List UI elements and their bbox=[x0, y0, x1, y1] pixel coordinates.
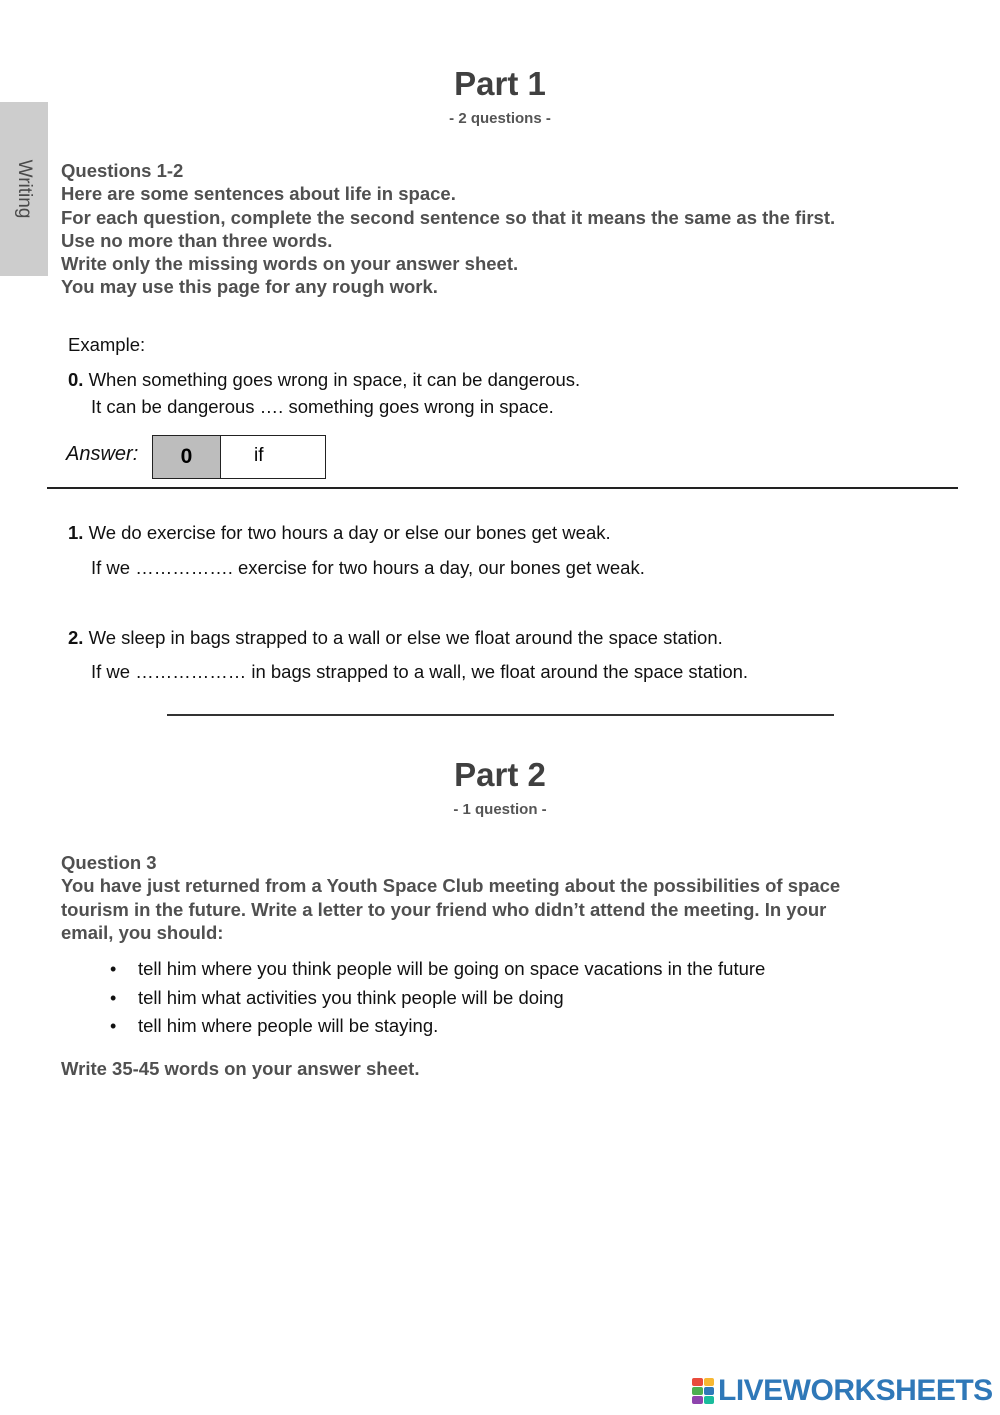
example-rewrite: It can be dangerous …. something goes wrong in space. bbox=[91, 396, 554, 417]
question-1-text: We do exercise for two hours a day or else our bones get weak. bbox=[88, 522, 611, 543]
bullet-item: • tell him where people will be staying. bbox=[110, 1014, 765, 1043]
part2-title: Part 2 bbox=[454, 756, 546, 793]
logo-tile bbox=[704, 1396, 715, 1404]
instruction-line: You may use this page for any rough work. bbox=[61, 276, 438, 298]
part2-subtitle: - 1 question - bbox=[453, 801, 547, 818]
word-limit-note: Write 35-45 words on your answer sheet. bbox=[61, 1058, 420, 1079]
example-number: 0. bbox=[68, 369, 84, 390]
question-1-sentence bbox=[68, 522, 611, 544]
writing-side-tab-label: Writing bbox=[14, 159, 35, 219]
logo-tile bbox=[704, 1378, 715, 1386]
logo-tile bbox=[692, 1378, 703, 1386]
instruction-line: Use no more than three words. bbox=[61, 229, 333, 251]
answer-word: if bbox=[254, 445, 264, 466]
divider-full bbox=[47, 487, 958, 489]
part1-subtitle: - 2 questions - bbox=[449, 110, 551, 127]
logo-tile bbox=[704, 1387, 715, 1395]
logo-tile bbox=[692, 1396, 703, 1404]
divider-center bbox=[167, 714, 834, 716]
liveworksheets-logo-icon bbox=[692, 1378, 714, 1404]
question-3-prompt-line: email, you should: bbox=[61, 921, 224, 943]
instruction-line: Questions 1-2 bbox=[61, 160, 184, 181]
bullet-item: • tell him what activities you think people will be doing bbox=[110, 986, 765, 1015]
instruction-line: For each question, complete the second sentence so that it means the same as the first. bbox=[61, 206, 836, 228]
question-1-rewrite: If we ……………. exercise for two hours a day, our bones get weak. bbox=[91, 557, 645, 578]
answer-word-box bbox=[220, 435, 326, 479]
question-3-block bbox=[61, 851, 941, 944]
question-2-number: 2. bbox=[68, 627, 84, 648]
instruction-line: Write only the missing words on your answer sheet. bbox=[61, 253, 519, 275]
question-3-bullets bbox=[110, 957, 765, 1043]
writing-side-tab bbox=[0, 102, 48, 276]
example-sentence bbox=[68, 369, 580, 391]
question-3-prompt-line: tourism in the future. Write a letter to your friend who didn’t attend the meeting. In your bbox=[61, 898, 827, 920]
example-label: Example: bbox=[68, 334, 146, 355]
part1-title: Part 1 bbox=[454, 65, 546, 102]
question-1-number: 1. bbox=[68, 522, 84, 543]
liveworksheets-logo-text: LIVEWORKSHEETS bbox=[718, 1374, 993, 1407]
part1-instructions bbox=[61, 159, 941, 299]
answer-label: Answer: bbox=[66, 443, 139, 465]
question-2-rewrite: If we ……………… in bags strapped to a wall, we float around the space station. bbox=[91, 661, 749, 682]
question-3-prompt-line: You have just returned from a Youth Space Club meeting about the possibilities of space bbox=[61, 875, 841, 897]
question-2-text: We sleep in bags strapped to a wall or else we float around the space station. bbox=[88, 627, 723, 648]
question-2-sentence bbox=[68, 627, 723, 649]
instruction-line: Here are some sentences about life in space. bbox=[61, 183, 456, 205]
liveworksheets-logo bbox=[692, 1374, 993, 1408]
question-3-heading: Question 3 bbox=[61, 852, 157, 873]
bullet-item: • tell him where you think people will be going on space vacations in the future bbox=[110, 957, 765, 986]
answer-number: 0 bbox=[180, 445, 193, 468]
answer-number-box bbox=[152, 435, 221, 479]
logo-tile bbox=[692, 1387, 703, 1395]
example-sentence-text: When something goes wrong in space, it can be dangerous. bbox=[88, 369, 581, 390]
